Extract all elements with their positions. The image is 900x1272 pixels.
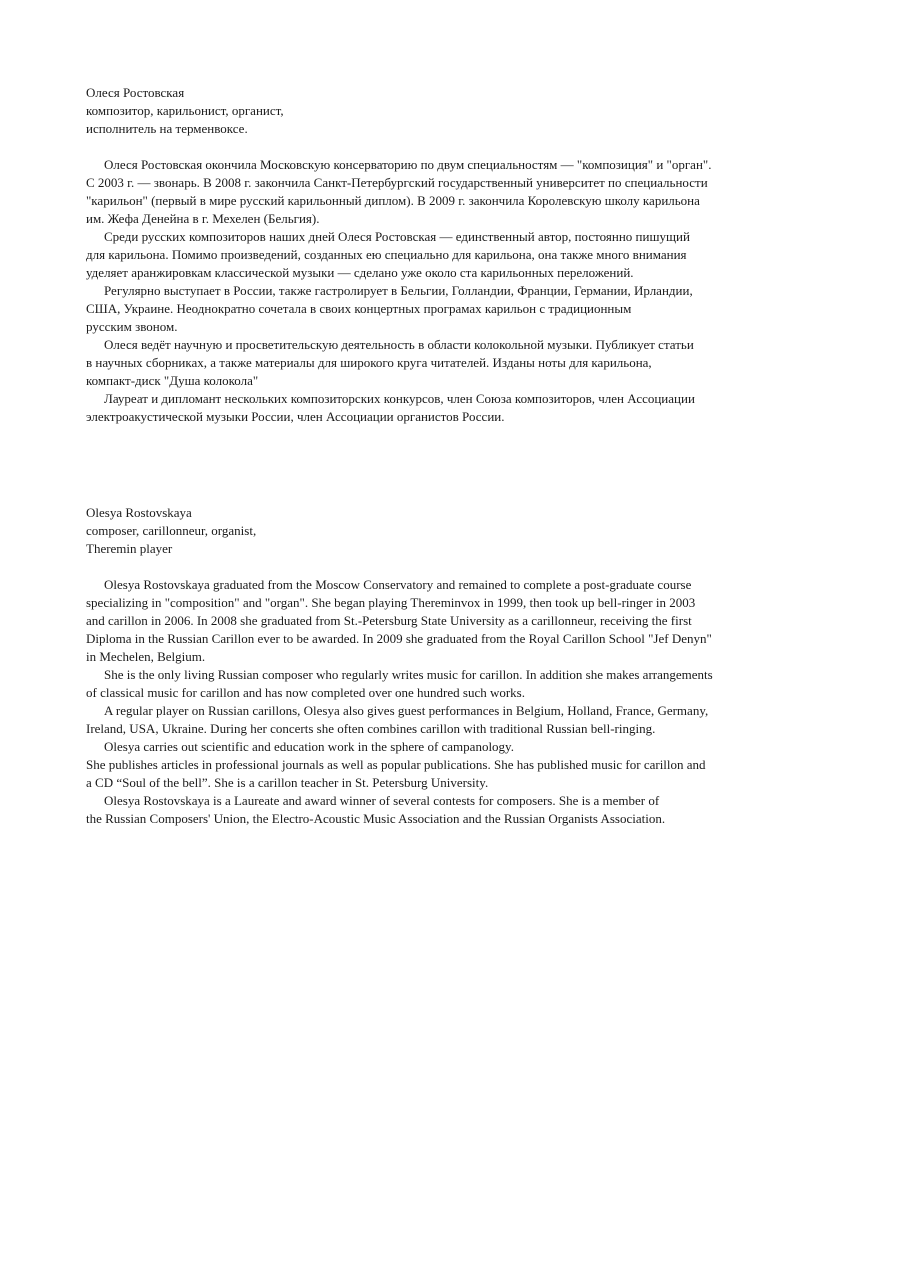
text-line: the Russian Composers' Union, the Electro-Acoustic Music Association and the Russian Organists Association. — [86, 811, 666, 826]
author-roles-ru-line-2: исполнитель на терменвоксе. — [86, 121, 248, 136]
text-line: and carillon in 2006. In 2008 she graduated from St.-Petersburg State University as a carillonneur, receiving the first — [86, 613, 692, 628]
author-roles-en-line-2: Theremin player — [86, 541, 173, 556]
biography-text-en — [86, 576, 820, 828]
text-line: Лауреат и дипломант нескольких композиторских конкурсов, член Союза композиторов, член Ассоциации — [104, 391, 695, 406]
text-line: Olesya carries out scientific and education work in the sphere of campanology. — [104, 739, 514, 754]
text-line: электроакустической музыки России, член Ассоциации органистов России. — [86, 409, 505, 424]
text-line: им. Жефа Денейна в г. Мехелен (Бельгия). — [86, 211, 320, 226]
text-line: in Mechelen, Belgium. — [86, 649, 206, 664]
text-line: A regular player on Russian carillons, Olesya also gives guest performances in Belgium, Holland, France, Germany, — [104, 703, 709, 718]
text-line: Olesya Rostovskaya is a Laureate and award winner of several contests for composers. She is a member of — [104, 793, 660, 808]
text-line: С 2003 г. — звонарь. В 2008 г. закончила Санкт-Петербургский государственный университет по специальности — [86, 175, 708, 190]
text-line: Среди русских композиторов наших дней Олеся Ростовская — единственный автор, постоянно пишущий — [104, 229, 690, 244]
text-line: Diploma in the Russian Carillon ever to be awarded. In 2009 she graduated from the Royal Carillon School "Jef Denyn" — [86, 631, 712, 646]
text-line: Регулярно выступает в России, также гастролирует в Бельгии, Голландии, Франции, Германии, Ирландии, — [104, 283, 693, 298]
english-biography — [86, 504, 820, 828]
text-line: Olesya Rostovskaya graduated from the Moscow Conservatory and remained to complete a post-graduate course — [104, 577, 692, 592]
author-name-en: Olesya Rostovskaya — [86, 505, 192, 520]
text-line: "карильон" (первый в мире русский карильонный диплом). В 2009 г. закончила Королевскую школу карильона — [86, 193, 700, 208]
text-line: She is the only living Russian composer who regularly writes music for carillon. In addition she makes arrangements — [104, 667, 713, 682]
russian-biography — [86, 84, 820, 426]
text-line: specializing in "composition" and "organ". She began playing Thereminvox in 1999, then took up bell-ringer in 2003 — [86, 595, 696, 610]
author-roles-en-line-1: composer, carillonneur, organist, — [86, 523, 257, 538]
text-line: русским звоном. — [86, 319, 178, 334]
author-name-ru: Олеся Ростовская — [86, 85, 185, 100]
text-line: США, Украине. Неоднократно сочетала в своих концертных програмах карильон с традиционным — [86, 301, 632, 316]
biography-text-ru — [86, 156, 820, 426]
text-line: уделяет аранжировкам классической музыки — сделано уже около ста карильонных переложений. — [86, 265, 634, 280]
text-line: для карильона. Помимо произведений, созданных ею специально для карильона, она также много внимания — [86, 247, 687, 262]
text-line: компакт-диск "Душа колокола" — [86, 373, 259, 388]
text-line: в научных сборниках, а также материалы для широкого круга читателей. Изданы ноты для карильона, — [86, 355, 652, 370]
text-line: She publishes articles in professional journals as well as popular publications. She has published music for carillon and — [86, 757, 706, 772]
author-roles-ru-line-1: композитор, карильонист, органист, — [86, 103, 284, 118]
text-line: Олеся Ростовская окончила Московскую консерваторию по двум специальностям — "композиция" и "орган". — [104, 157, 712, 172]
text-line: Олеся ведёт научную и просветительскую деятельность в области колокольной музыки. Публикует статьи — [104, 337, 694, 352]
text-line: of classical music for carillon and has now completed over one hundred such works. — [86, 685, 525, 700]
text-line: a CD “Soul of the bell”. She is a carillon teacher in St. Petersburg University. — [86, 775, 489, 790]
text-line: Ireland, USA, Ukraine. During her concerts she often combines carillon with traditional Russian bell-ringing. — [86, 721, 656, 736]
